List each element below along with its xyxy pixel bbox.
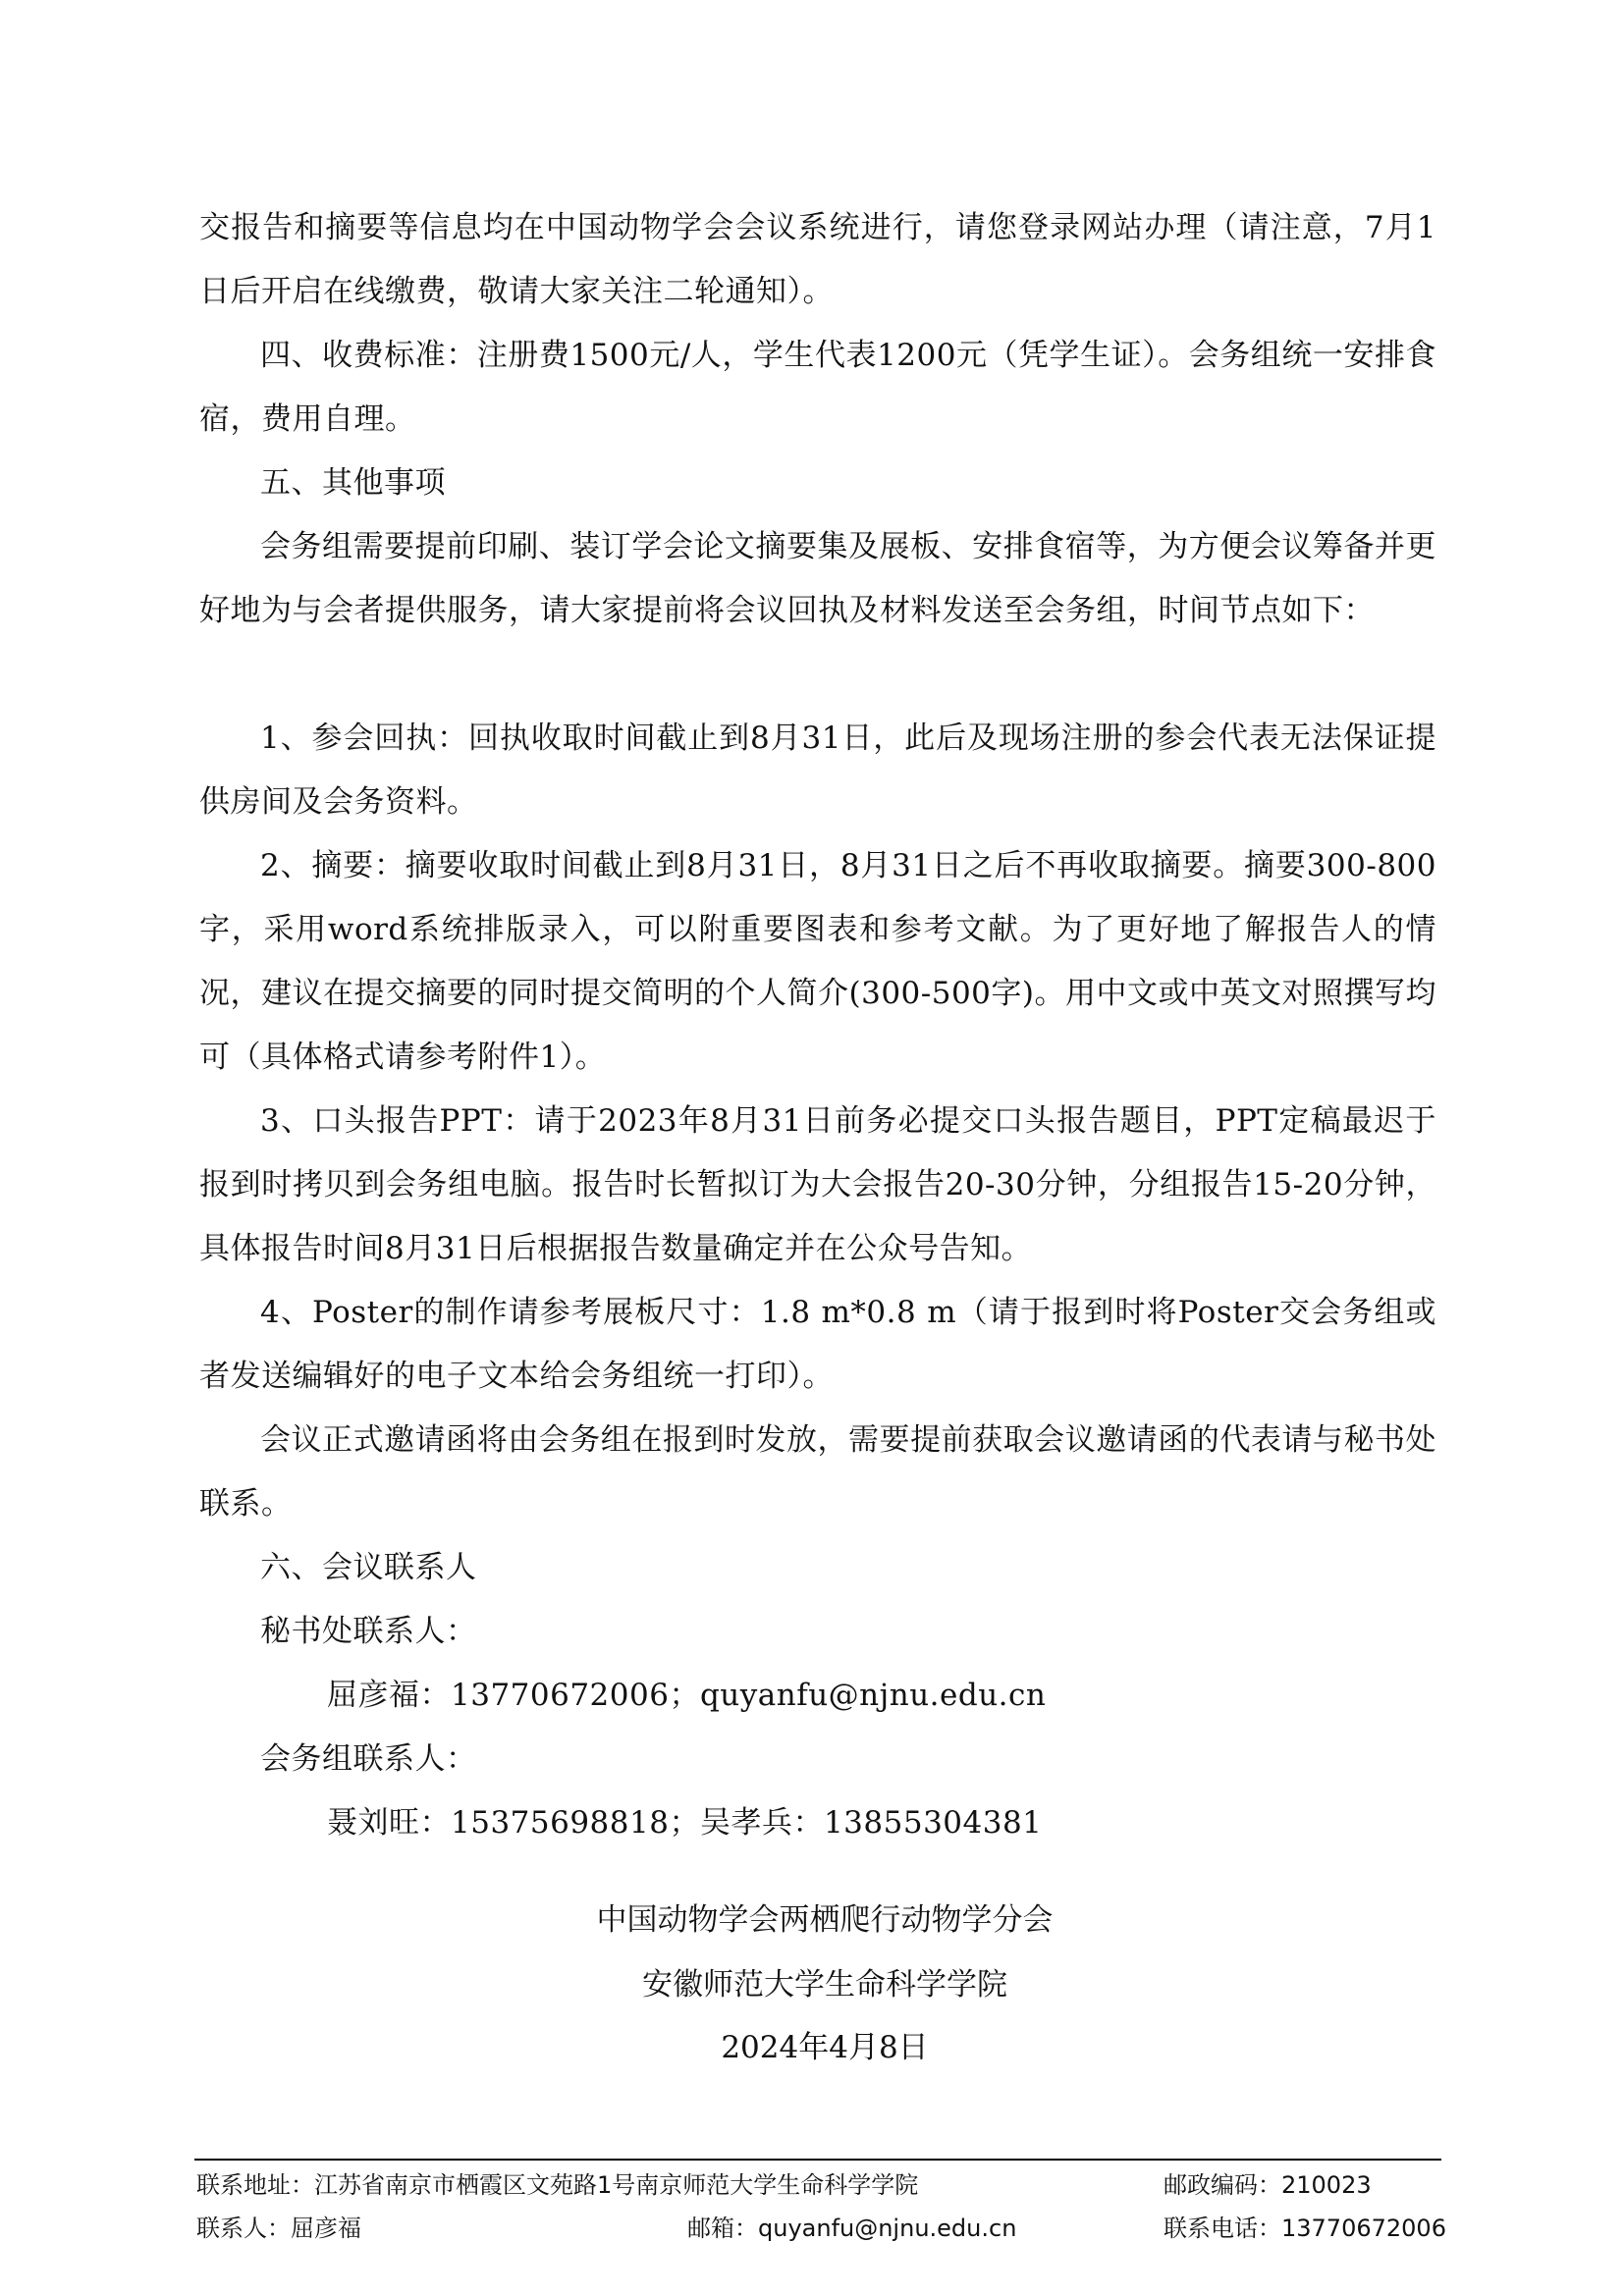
paragraph-conference-prep: 会务组需要提前印刷、装订学会论文摘要集及展板、安排食宿等，为方便会议筹备并更好地为与会者提供服务，请大家提前将会议回执及材料发送至会务组，时间节点如下： [199, 529, 1436, 628]
signature-org-2: 安徽师范大学生命科学学院 [642, 1967, 1007, 2002]
paragraph-fee-standard: 四、收费标准：注册费1500元/人，学生代表1200元（凭学生证）。会务组统一安排食宿，费用自理。 [199, 338, 1436, 437]
footer-contact: 联系人：屈彦福 [196, 2215, 361, 2242]
footer-address: 联系地址：江苏省南京市栖霞区文苑路1号南京师范大学生命科学学院 [196, 2171, 919, 2199]
paragraph-oral-report: 3、口头报告PPT：请于2023年8月31日前务必提交口头报告题目，PPT定稿最迟于报到时拷贝到会务组电脑。报告时长暂拟订为大会报告20-30分钟，分组报告15-20分钟，具体报告时间8月31日后根据报告数量确定并在公众号告知。 [199, 1103, 1436, 1266]
paragraph-abstract: 2、摘要：摘要收取时间截止到8月31日，8月31日之后不再收取摘要。摘要300-800字，采用word系统排版录入，可以附重要图表和参考文献。为了更好地了解报告人的情况，建议在提交摘要的同时提交简明的个人简介(300-500字)。用中文或中英文对照撰写均可（具体格式请参考附件1）。 [199, 848, 1436, 1075]
signature-org-1: 中国动物学会两栖爬行动物学分会 [596, 1902, 1054, 1938]
footer-phone: 联系电话：13770672006 [1164, 2215, 1446, 2242]
signature-date: 2024年4月8日 [721, 2030, 929, 2065]
paragraph-poster: 4、Poster的制作请参考展板尺寸：1.8 m*0.8 m（请于报到时将Poster交会务组或者发送编辑好的电子文本给会务组统一打印）。 [199, 1295, 1436, 1394]
footer-postcode: 邮政编码：210023 [1164, 2171, 1372, 2199]
section-heading-contacts: 六、会议联系人 [260, 1550, 477, 1585]
footer-email: 邮箱：quyanfu@njnu.edu.cn [687, 2215, 1017, 2242]
paragraph-invitation: 会议正式邀请函将由会务组在报到时发放，需要提前获取会议邀请函的代表请与秘书处联系。 [199, 1422, 1436, 1522]
section-heading-other-matters: 五、其他事项 [260, 465, 446, 501]
footer-divider [194, 2159, 1441, 2161]
affairs-contact-label: 会务组联系人： [260, 1741, 477, 1777]
paragraph-receipt: 1、参会回执：回执收取时间截止到8月31日，此后及现场注册的参会代表无法保证提供房间及会务资料。 [199, 721, 1436, 820]
affairs-contact-detail: 聂刘旺：15375698818；吴孝兵：13855304381 [327, 1805, 1043, 1841]
secretariat-contact-label: 秘书处联系人： [260, 1614, 477, 1649]
secretariat-contact-detail: 屈彦福：13770672006；quyanfu@njnu.edu.cn [327, 1678, 1047, 1713]
paragraph-registration-system: 交报告和摘要等信息均在中国动物学会会议系统进行，请您登录网站办理（请注意，7月1日后开启在线缴费，敬请大家关注二轮通知）。 [199, 210, 1436, 309]
